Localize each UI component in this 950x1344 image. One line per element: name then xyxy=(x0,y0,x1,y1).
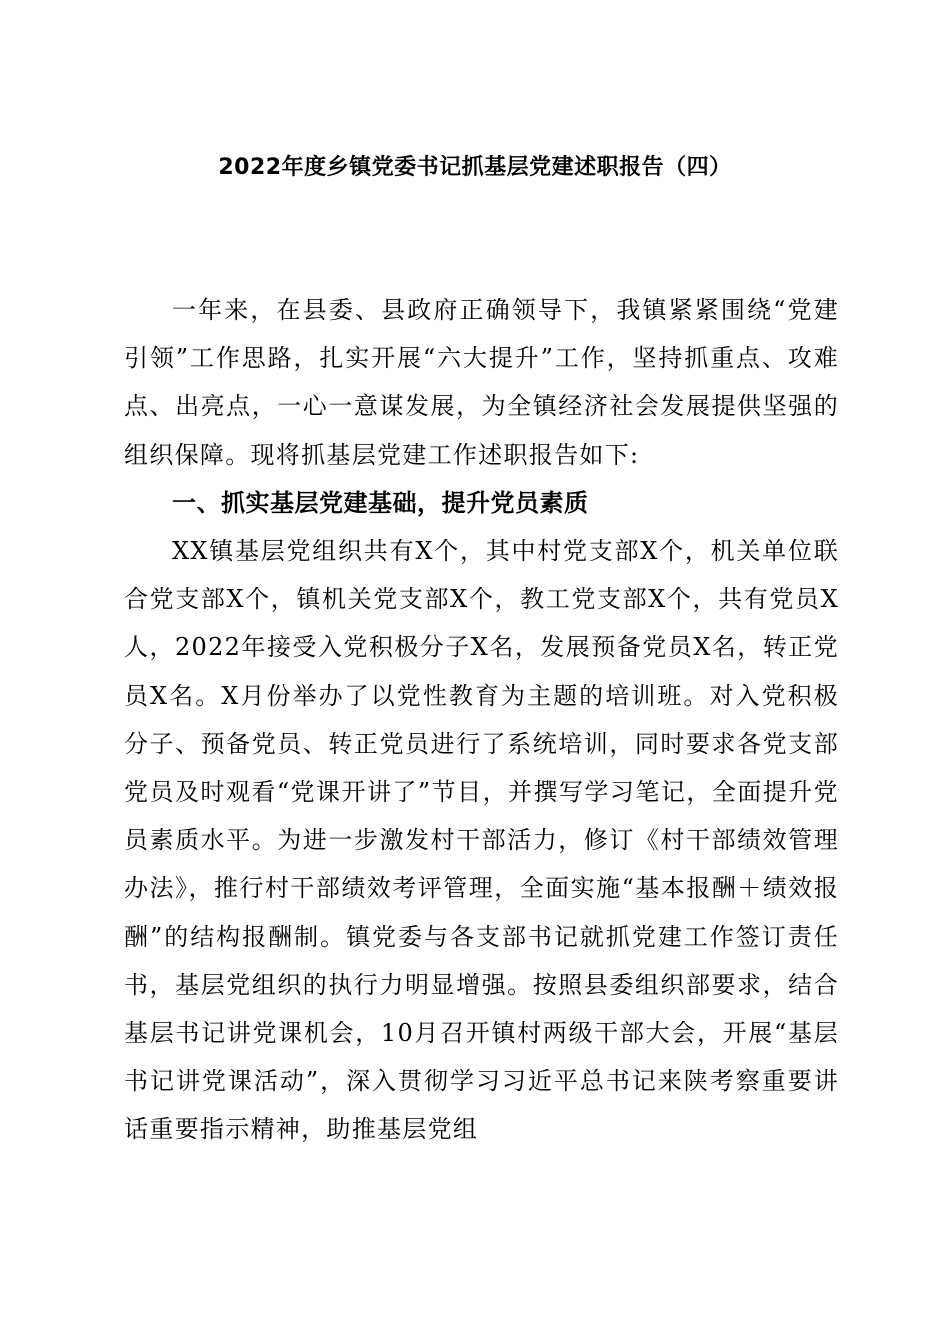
section-paragraph: XX镇基层党组织共有X个，其中村党支部X个，机关单位联合党支部X个，镇机关党支部X个，教工党支部X个，共有党员X人，2022年接受入党积极分子X名，发展预备党员X名，转正党员X名。X月份举办了以党性教育为主题的培训班。对入党积极分子、预备党员、转正党员进行了系统培训，同时要求各党支部党员及时观看“党课开讲了”节目，并撰写学习笔记，全面提升党员素质水平。为进一步激发村干部活力，修订《村干部绩效管理办法》，推行村干部绩效考评管理，全面实施“基本报酬＋绩效报酬”的结构报酬制。镇党委与各支部书记就抓党建工作签订责任书，基层党组织的执行力明显增强。按照县委组织部要求，结合基层书记讲党课机会，10月召开镇村两级干部大会，开展“基层书记讲党课活动”，深入贯彻学习习近平总书记来陕考察重要讲话重要指示精神，助推基层党组 xyxy=(124,537,839,1144)
document-body xyxy=(124,286,839,1154)
document-title: 2022年度乡镇党委书记抓基层党建述职报告（四） xyxy=(218,155,732,180)
intro-paragraph: 一年来，在县委、县政府正确领导下，我镇紧紧围绕“党建引领”工作思路，扎实开展“六大提升”工作，坚持抓重点、攻难点、出亮点，一心一意谋发展，为全镇经济社会发展提供坚强的组织保障。现将抓基层党建工作述职报告如下: xyxy=(124,296,839,469)
section-heading: 一、抓实基层党建基础，提升党员素质 xyxy=(172,488,589,517)
